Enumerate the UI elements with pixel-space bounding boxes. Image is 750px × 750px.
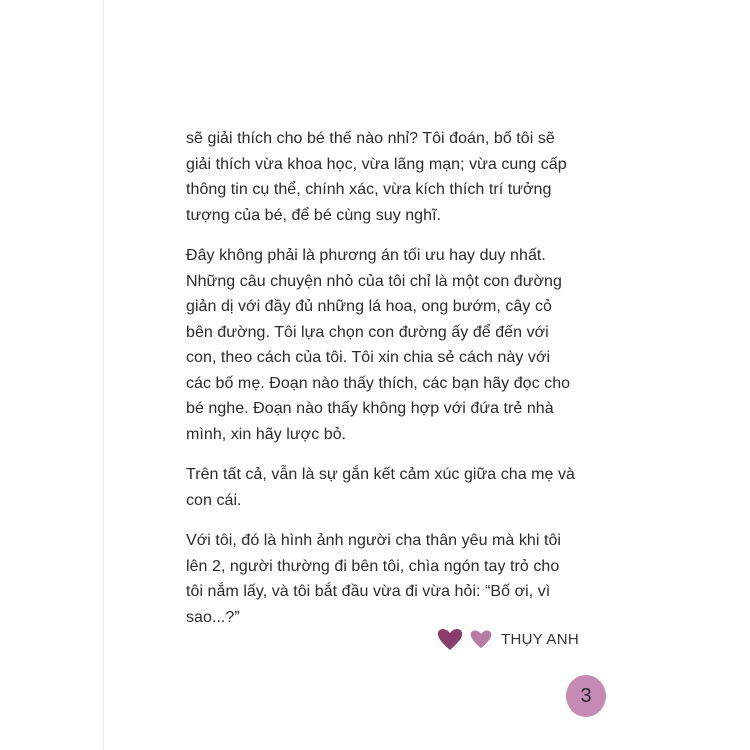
text-line: Với tôi, đó là hình ảnh người cha thân yêu mà khi tôi [186,532,562,549]
text-line: lên 2, người thường đi bên tôi, chìa ngón tay trỏ cho [186,557,560,575]
text-line: Đây không phải là phương án tối ưu hay duy nhất. [186,247,546,264]
page-fold-line [103,0,104,750]
text-line: thông tin cụ thể, chính xác, vừa kích thích trí tưởng [186,181,552,198]
text-line: các bố mẹ. Đoạn nào thấy thích, các bạn hãy đọc cho [186,374,571,392]
text-line: tượng của bé, để bé cùng suy nghĩ. [186,206,442,224]
page-number: 3 [580,684,592,707]
text-line: giải thích vừa khoa học, vừa lãng mạn; vừa cung cấp [186,155,567,173]
text-line: mình, xin hãy lược bỏ. [186,425,347,443]
text-line: bên đường. Tôi lựa chọn con đường ấy để đến với [186,323,549,341]
paragraph-2 [186,243,581,447]
paragraph-1 [186,126,581,228]
heart-icon [436,626,464,652]
text-line: bé nghe. Đoạn nào thấy không hợp với đứa trẻ nhà [186,400,554,417]
text-line: Trên tất cả, vẫn là sự gắn kết cảm xúc giữa cha mẹ và [186,466,575,483]
text-line: Những câu chuyện nhỏ của tôi chỉ là một con đường [186,272,562,290]
page-number-badge [566,675,606,717]
text-line: giản dị với đầy đủ những lá hoa, ong bướm, cây cỏ [186,298,552,315]
text-line: con, theo cách của tôi. Tôi xin chia sẻ cách này với [186,349,551,366]
author-name: THỤY ANH [501,630,579,648]
text-line: sẽ giải thích cho bé thế nào nhỉ? Tôi đoán, bố tôi sẽ [186,130,555,147]
text-line: tôi nắm lấy, và tôi bắt đầu vừa đi vừa hỏi: “Bố ơi, vì [186,583,551,600]
heart-icon [469,628,493,650]
text-line: sao...?” [186,608,240,626]
paragraph-4 [186,528,581,630]
signature [436,622,579,656]
body-text [186,126,581,645]
text-line: con cái. [186,491,242,509]
paragraph-3 [186,462,581,513]
